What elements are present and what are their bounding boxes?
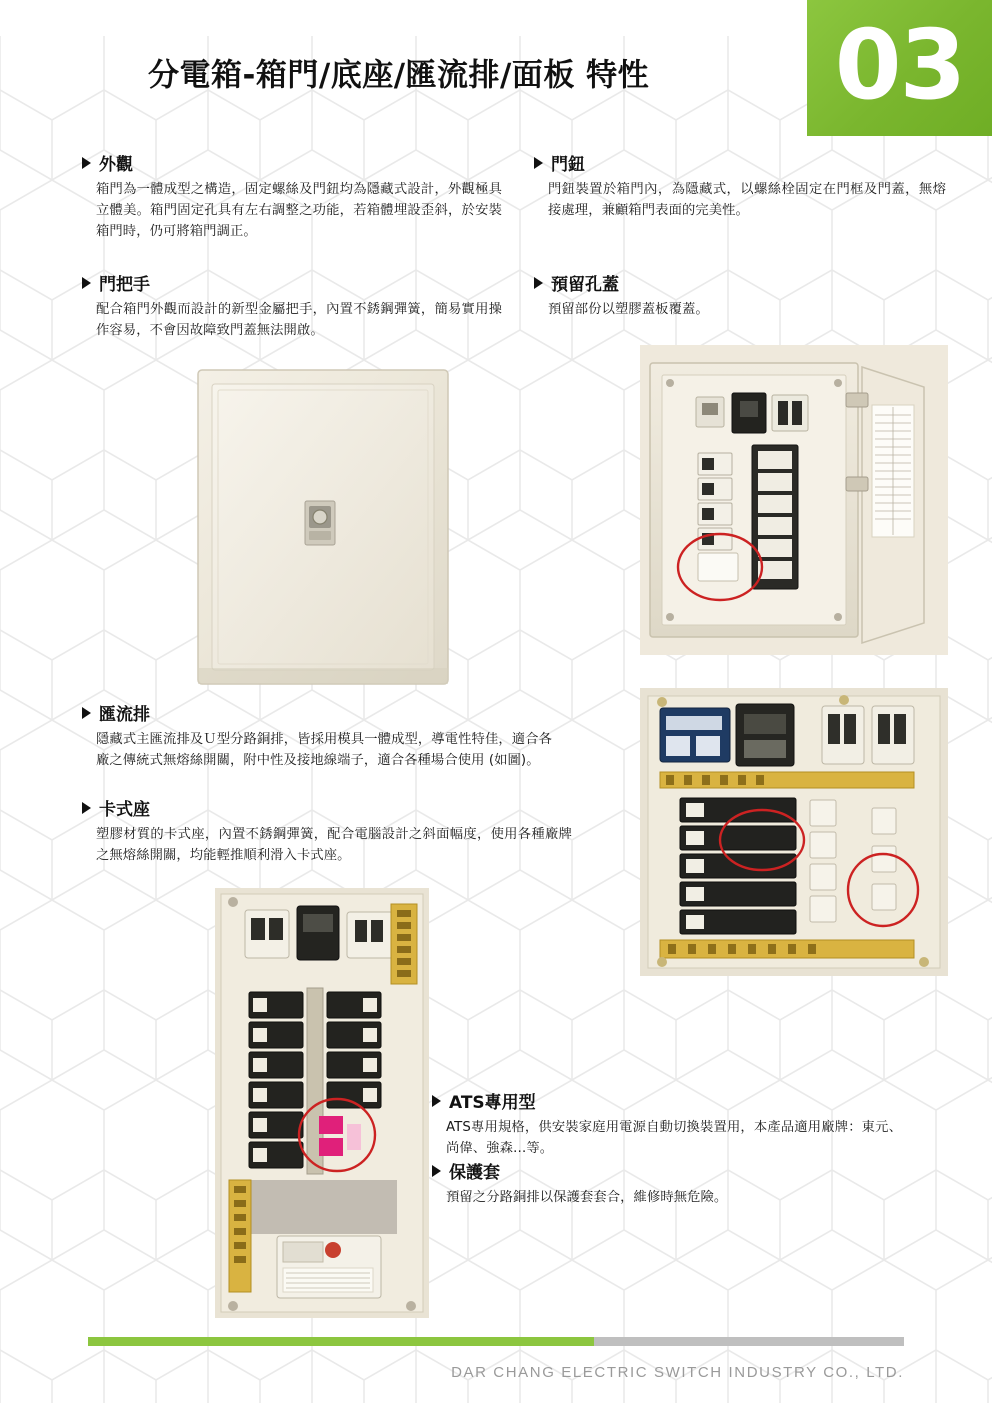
section-protective-cover-heading <box>432 1158 902 1183</box>
section-reserved-hole-cover-heading <box>534 270 946 295</box>
section-appearance <box>82 150 502 242</box>
page-title: 分電箱-箱門/底座/匯流排/面板 特性 <box>148 57 650 94</box>
heading-text: 預留孔蓋 <box>551 275 619 295</box>
photo-busbar-detail <box>640 688 948 976</box>
section-number-badge <box>807 0 992 136</box>
bullet-triangle-icon <box>534 157 543 169</box>
footer-bar <box>88 1337 904 1346</box>
photo-ats-panel <box>215 888 429 1318</box>
page-header <box>0 0 992 138</box>
heading-text: ATS專用型 <box>449 1093 536 1113</box>
heading-text: 卡式座 <box>99 800 150 820</box>
section-busbar-body: 隱藏式主匯流排及Ｕ型分路銅排，皆採用模具一體成型，導電性特佳，適合各廠之傳統式無熔絲開關，附中性及接地線端子，適合各種場合使用 (如圖)。 <box>96 732 552 768</box>
heading-text: 外觀 <box>99 155 133 175</box>
bullet-triangle-icon <box>432 1095 441 1107</box>
section-door-knob-body: 門鈕裝置於箱門內，為隱藏式，以螺絲栓固定在門框及門蓋，無熔接處理，兼顧箱門表面的完美性。 <box>548 182 946 218</box>
bullet-triangle-icon <box>82 157 91 169</box>
photo-closed-door <box>196 368 450 686</box>
section-door-handle <box>82 270 502 341</box>
section-appearance-body: 箱門為一體成型之構造，固定螺絲及門鈕均為隱藏式設計，外觀極具立體美。箱門固定孔具有左右調整之功能，若箱體埋設歪斜，於安裝箱門時，仍可將箱門調正。 <box>96 182 502 239</box>
section-door-handle-body: 配合箱門外觀而設計的新型金屬把手，內置不銹鋼彈簧，簡易實用操作容易，不會因故障致門蓋無法開啟。 <box>96 302 502 338</box>
section-number: 03 <box>834 9 965 121</box>
section-protective-cover-body: 預留之分路銅排以保護套套合，維修時無危險。 <box>446 1190 728 1205</box>
footer-company-name: DAR CHANG ELECTRIC SWITCH INDUSTRY CO., LTD. <box>451 1364 904 1381</box>
section-card-socket <box>82 795 572 866</box>
bullet-triangle-icon <box>82 277 91 289</box>
section-card-socket-heading <box>82 795 572 820</box>
section-reserved-hole-cover-body: 預留部份以塑膠蓋板覆蓋。 <box>548 302 709 317</box>
heading-text: 門鈕 <box>551 155 585 175</box>
section-busbar <box>82 700 552 771</box>
section-ats-type-body: ATS專用規格，供安裝家庭用電源自動切換裝置用，本產品適用廠牌：東元、尚偉、強森…等。 <box>446 1120 902 1156</box>
section-card-socket-body: 塑膠材質的卡式座，內置不銹鋼彈簧，配合電腦設計之斜面幅度，使用各種廠牌之無熔絲開關，均能輕推順利滑入卡式座。 <box>96 827 572 863</box>
photo-open-panel <box>640 345 948 655</box>
bullet-triangle-icon <box>432 1165 441 1177</box>
section-ats-type-heading <box>432 1088 902 1113</box>
section-busbar-heading <box>82 700 552 725</box>
section-reserved-hole-cover <box>534 270 946 320</box>
bullet-triangle-icon <box>82 802 91 814</box>
heading-text: 保護套 <box>449 1163 500 1183</box>
heading-text: 匯流排 <box>99 705 150 725</box>
bullet-triangle-icon <box>82 707 91 719</box>
section-door-handle-heading <box>82 270 502 295</box>
bullet-triangle-icon <box>534 277 543 289</box>
heading-text: 門把手 <box>99 275 150 295</box>
section-protective-cover <box>432 1158 902 1208</box>
section-ats-type <box>432 1088 902 1159</box>
section-door-knob <box>534 150 946 221</box>
section-appearance-heading <box>82 150 502 175</box>
section-door-knob-heading <box>534 150 946 175</box>
